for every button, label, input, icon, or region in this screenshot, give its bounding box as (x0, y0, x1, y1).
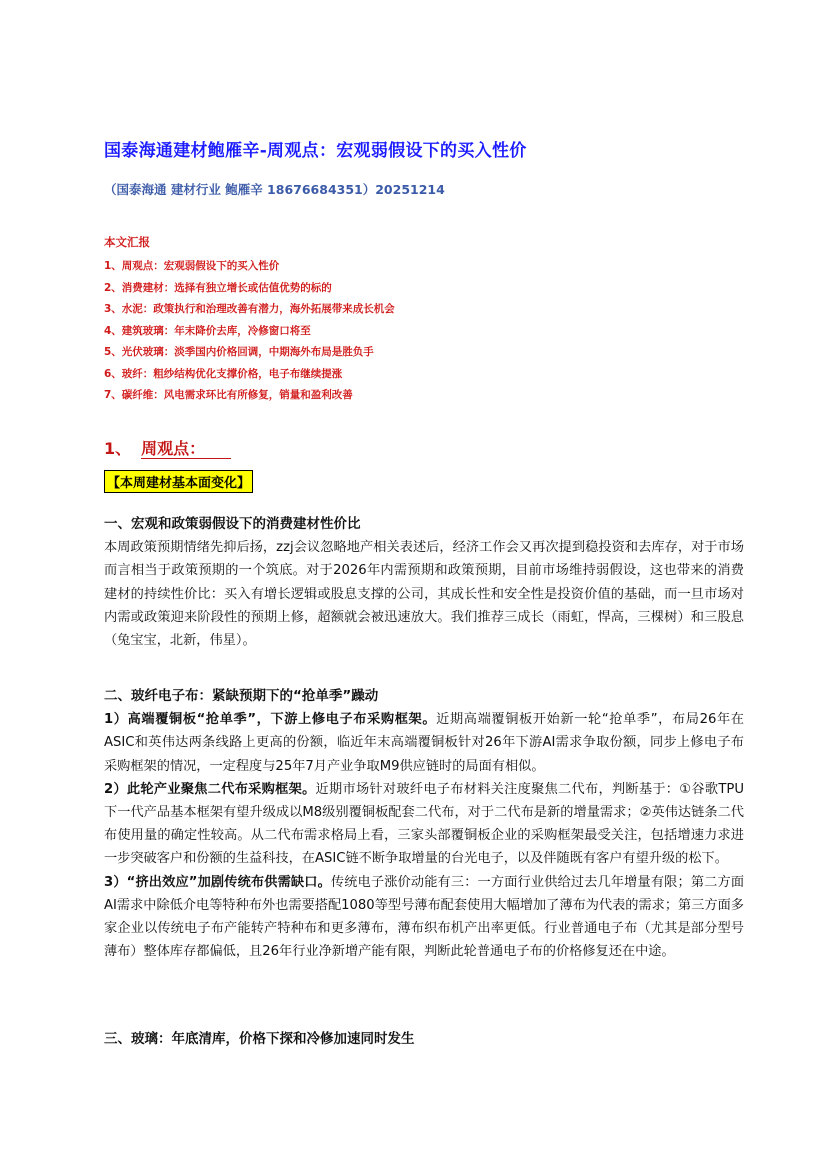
block-paragraph: 本周政策预期情绪先抑后扬，zzj会议忽略地产相关表述后，经济工作会又再次提到稳投资和去库存，对于市场而言相当于政策预期的一个筑底。对于2026年内需预期和政策预期，目前市场维持弱假设，这也带来的消费建材的持续性价比：买入有增长逻辑或股息支撑的公司，其成长性和安全性是投资价值的基础，而一旦市场对内需或政策迎来阶段性的预期上修，超额就会被迅速放大。我们推荐三成长（雨虹，悍高，三棵树）和三股息（兔宝宝，北新，伟星）。 (104, 540, 744, 649)
section-number: 1、 (104, 439, 132, 458)
summary-item: 1、周观点：宏观弱假设下的买入性价 (104, 260, 280, 272)
summary-heading: 本文汇报 (104, 235, 150, 249)
summary-item: 2、消费建材：选择有独立增长或估值优势的标的 (104, 281, 332, 294)
block-paragraph (104, 778, 744, 871)
paragraph-text: 近期高端覆铜板开始新一轮“抢单季”，布局26年在ASIC和英伟达两条线路上更高的份额，临近年末高端覆铜板针对26年下游AI需求争取份额，同步上修电子布采购框架的情况，一定程度与25年7月产业争取M9供应链时的局面有相似。 (104, 712, 744, 774)
paragraph-lead: 2）此轮产业聚焦二代布采购框架。 (104, 781, 316, 797)
block-heading: 一、宏观和政策弱假设下的消费建材性价比 (104, 516, 361, 532)
summary-item: 7、碳纤维：风电需求环比有所修复，销量和盈利改善 (104, 389, 353, 401)
summary-item: 5、光伏玻璃：淡季国内价格回调，中期海外布局是胜负手 (104, 346, 374, 358)
summary-item: 4、建筑玻璃：年末降价去库，冷修窗口将至 (104, 324, 311, 337)
paragraph-lead: 1）高端覆铜板“抢单季”，下游上修电子布采购框架。 (104, 712, 437, 728)
paragraph-lead: 3）“挤出效应”加剧传统布供需缺口。 (104, 874, 331, 890)
section-title: 周观点： (141, 439, 231, 459)
section-heading (104, 436, 231, 459)
block-paragraph (104, 708, 744, 778)
block-glass (104, 1028, 744, 1051)
paragraph-text: 近期市场针对玻纤电子布材料关注度聚焦二代布，判断基于：①谷歌TPU下一代产品基本框架有望升级成以M8级别覆铜板配套二代布，对于二代布是新的增量需求；②英伟达链条二代布使用量的确定性较高。从二代布需求格局上看，三家头部覆铜板企业的采购框架最受关注，包括增速力求进一步突破客户和份额的生益科技，在ASIC链不断争取增量的台光电子，以及伴随既有客户有望升级的松下。 (104, 781, 744, 867)
highlight-label: 【本周建材基本面变化】 (104, 470, 253, 493)
summary-item: 3、水泥：政策执行和治理改善有潜力，海外拓展带来成长机会 (104, 303, 395, 315)
block-paragraph (104, 871, 744, 964)
paragraph-text: 传统电子涨价动能有三：一方面行业供给过去几年增量有限；第二方面AI需求中除低介电等特种布外也需要搭配1080等型号薄布配套使用大幅增加了薄布为代表的需求；第三方面多家企业以传统电子布产能转产特种布和更多薄布，薄布织布机产出率更低。行业普通电子布（尤其是部分型号薄布）整体库存都偏低，且26年行业净新增产能有限，判断此轮普通电子布的价格修复还在中途。 (104, 874, 745, 960)
block-heading: 三、玻璃：年底清库，价格下探和冷修加速同时发生 (104, 1031, 415, 1047)
block-glass-fiber (104, 685, 744, 963)
doc-subtitle: （国泰海通 建材行业 鲍雁辛 18676684351）20251214 (104, 182, 445, 197)
doc-title: 国泰海通建材鲍雁辛-周观点：宏观弱假设下的买入性价 (104, 141, 527, 161)
summary-item: 6、玻纤：粗纱结构优化支撑价格，电子布继续提涨 (104, 367, 343, 380)
summary-list (104, 256, 395, 407)
block-heading: 二、玻纤电子布：紧缺预期下的“抢单季”躁动 (104, 688, 379, 704)
block-consumer-materials (104, 513, 744, 652)
